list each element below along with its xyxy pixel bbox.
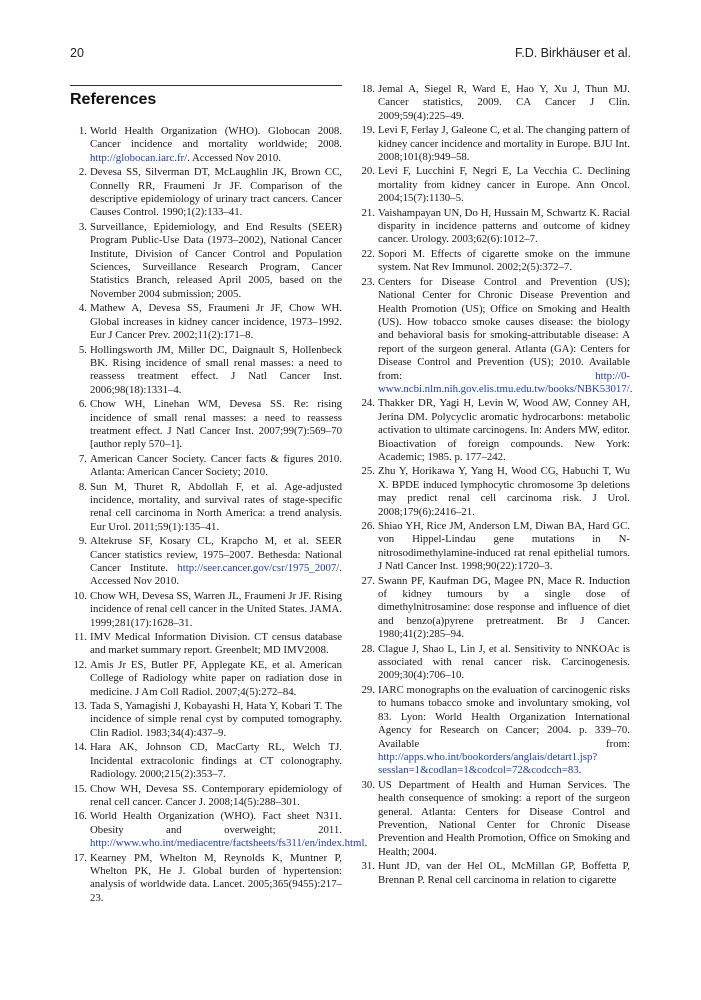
reference-item — [70, 852, 342, 906]
reference-item — [358, 779, 630, 859]
reference-text-after: . — [364, 837, 368, 850]
reference-number: 24. — [361, 397, 375, 410]
reference-text: Thakker DR, Yagi H, Levin W, Wood AW, Conney AH, Jerina DM. Polycyclic aromatic hydrocarbons: metabolic activation to ultimate carcinogens. In: Anders MW, editor. Bioactivation of foreign compounds. New York: Academic; 1985. p. 177–242. — [378, 397, 630, 463]
reference-text: Chow WH, Devesa SS, Warren JL, Fraumeni Jr JF. Rising incidence of renal cell cancer in the United States. JAMA. 1999;281(17):1628–31. — [90, 589, 342, 629]
reference-text: Sun M, Thuret R, Abdollah F, et al. Age-adjusted incidence, mortality, and survival rates of stage-specific renal cell carcinoma in North America: a trend analysis. Eur Urol. 2011;59(1):135–41. — [90, 480, 342, 533]
reference-text: Levi F, Ferlay J, Galeone C, et al. The changing pattern of kidney cancer incidence and mortality in Europe. BJU Int. 2008;101(8):949–58. — [378, 124, 630, 164]
reference-item — [70, 659, 342, 699]
reference-number: 7. — [78, 452, 87, 465]
reference-text: Jemal A, Siegel R, Ward E, Hao Y, Xu J, Thun MJ. Cancer statistics, 2009. CA Cancer J Clin. 2009;59(4):225–49. — [378, 83, 630, 122]
reference-item — [70, 535, 342, 589]
reference-number: 29. — [361, 683, 375, 696]
reference-item — [358, 520, 630, 574]
reference-item — [70, 631, 342, 658]
reference-item — [70, 344, 342, 398]
reference-text: Chow WH, Devesa SS. Contemporary epidemiology of renal cell cancer. Cancer J. 2008;14(5):288–301. — [90, 782, 342, 808]
reference-item — [358, 684, 630, 778]
reference-number: 9. — [78, 535, 87, 548]
reference-number: 3. — [78, 220, 87, 233]
reference-number: 2. — [78, 166, 87, 179]
reference-item — [358, 165, 630, 205]
reference-text: Mathew A, Devesa SS, Fraumeni Jr JF, Chow WH. Global increases in kidney cancer incidence, 1973–1992. Eur J Cancer Prev. 2002;11(2):171–8. — [90, 302, 342, 342]
reference-item — [70, 783, 342, 810]
reference-item — [70, 481, 342, 535]
reference-text: Chow WH, Linehan WM, Devesa SS. Re: rising incidence of small renal masses: a need to reassess treatment effect. J Natl Cancer Inst. 2007;99(7):569–70 [author reply 570–1]. — [90, 398, 342, 451]
reference-number: 30. — [361, 778, 375, 791]
reference-item — [70, 125, 342, 165]
reference-text-after: . Accessed Nov 2010. — [90, 562, 342, 588]
section-title: References — [70, 91, 157, 108]
reference-number: 19. — [361, 124, 375, 137]
reference-text: Devesa SS, Silverman DT, McLaughlin JK, Brown CC, Connelly RR, Fraumeni Jr JF. Comparison of the descriptive epidemiology of urinary tract cancers. Cancer Causes Control. 1990;1(2):133–41. — [90, 166, 342, 219]
reference-link[interactable]: http://globocan.iarc.fr/ — [90, 151, 188, 164]
reference-text-after: . — [578, 764, 582, 777]
reference-text: Hollingsworth JM, Miller DC, Daignault S, Hollenbeck BK. Rising incidence of small renal masses: a need to reassess treatment effect. J Natl Cancer Inst. 2006;98(18):1331–4. — [90, 343, 342, 396]
reference-text: Kearney PM, Whelton M, Reynolds K, Muntner P, Whelton PK, He J. Global burden of hypertension: analysis of worldwide data. Lancet. 2005;365(9455):217–23. — [90, 851, 342, 904]
reference-item — [70, 700, 342, 740]
reference-text: Tada S, Yamagishi J, Kobayashi H, Hata Y, Kobari T. The incidence of simple renal cyst by computed tomography. Clin Radiol. 1983;34(4):437–9. — [90, 700, 342, 739]
reference-number: 28. — [361, 642, 375, 655]
reference-number: 10. — [73, 589, 87, 602]
reference-item — [70, 453, 342, 480]
running-header-authors: F.D. Birkhäuser et al. — [514, 46, 631, 60]
reference-number: 18. — [361, 83, 375, 95]
reference-item — [70, 741, 342, 781]
reference-link[interactable]: http://0-www.ncbi.nlm.nih.gov.elis.tmu.edu.tw/books/NBK53017/ — [378, 369, 630, 395]
reference-item — [70, 166, 342, 220]
reference-text: IARC monographs on the evaluation of carcinogenic risks to humans tobacco smoke and involuntary smoking, vol 83. Lyon: World Health Organization International Agency for Research on Cancer; 2004. p. 339–70. Available from: — [378, 683, 630, 750]
reference-link[interactable]: http://apps.who.int/bookorders/anglais/detart1.jsp?sesslan=1&codlan=1&codcol=72&codcch=83 — [378, 750, 598, 777]
reference-item — [358, 575, 630, 642]
reference-item — [70, 302, 342, 342]
reference-number: 23. — [361, 275, 375, 288]
reference-number: 31. — [361, 860, 375, 873]
reference-text: Swann PF, Kaufman DG, Magee PN, Mace R. Induction of kidney tumours by a single dose of dimethylnitrosamine: dose response and influence of diet and benzo(a)pyrene pretreatment. Br J Cancer. 1980;41(2):285–94. — [378, 574, 630, 641]
reference-text-after: . Accessed Nov 2010. — [187, 151, 281, 164]
reference-number: 16. — [73, 810, 87, 823]
reference-number: 11. — [73, 631, 87, 644]
reference-text: Amis Jr ES, Butler PF, Applegate KE, et al. American College of Radiology white paper on radiation dose in medicine. J Am Coll Radiol. 2007;4(5):272–84. — [90, 658, 342, 698]
reference-number: 25. — [361, 465, 375, 478]
right-column — [358, 83, 633, 888]
reference-text-after: . — [629, 382, 633, 395]
section-divider — [70, 85, 342, 86]
reference-text: American Cancer Society. Cancer facts & figures 2010. Atlanta: American Cancer Society; 2010. — [90, 452, 342, 479]
reference-item — [358, 643, 630, 683]
reference-item — [70, 221, 342, 301]
reference-number: 1. — [78, 125, 87, 137]
reference-text: Centers for Disease Control and Prevention (US); National Center for Chronic Disease Prevention and Health Promotion (US); Office on Smoking and Health (US). How tobacco smoke causes disease: the biology and behavioral basis for smoking-attributable disease: A report of the surgeon general. Atlanta (GA): Centers for Disease Control and Prevention (US); 2010. Available from: — [378, 275, 630, 382]
reference-link[interactable]: http://seer.cancer.gov/csr/1975_2007/ — [177, 562, 340, 574]
reference-text: World Health Organization (WHO). Fact sheet N311. Obesity and overweight; 2011. — [90, 810, 342, 836]
reference-item — [358, 465, 630, 519]
reference-text: Surveillance, Epidemiology, and End Results (SEER) Program Public-Use Data (1973–2002), National Cancer Institute, Division of Cancer Control and Population Sciences, Surveillance Research Program, Cancer Statistics Branch, released April 2005, based on the November 2004 submission; 2005. — [90, 220, 342, 300]
reference-text: Sopori M. Effects of cigarette smoke on the immune system. Nat Rev Immunol. 2002;2(5):372–7. — [378, 247, 630, 274]
reference-text: Vaishampayan UN, Do H, Hussain M, Schwartz K. Racial disparity in incidence patterns and outcome of kidney cancer. Urology. 2003;62(6):1012–7. — [378, 206, 630, 246]
reference-text: Altekruse SF, Kosary CL, Krapcho M, et al. SEER Cancer statistics review, 1975–2007. Bethesda: National Cancer Institute. — [90, 535, 342, 574]
reference-number: 13. — [73, 700, 87, 713]
reference-item — [358, 397, 630, 464]
reference-number: 8. — [78, 480, 87, 493]
reference-item — [70, 810, 368, 850]
reference-number: 26. — [361, 520, 375, 532]
reference-number: 27. — [361, 574, 375, 587]
reference-text: Levi F, Lucchini F, Negri E, La Vecchia C. Declining mortality from kidney cancer in Europe. Ann Oncol. 2004;15(7):1130–5. — [378, 165, 630, 205]
reference-number: 22. — [361, 247, 375, 260]
reference-text: Hara AK, Johnson CD, MacCarty RL, Welch TJ. Incidental extracolonic findings at CT colonography. Radiology. 2000;215(2):353–7. — [90, 741, 342, 781]
reference-text: Zhu Y, Horikawa Y, Yang H, Wood CG, Habuchi T, Wu X. BPDE induced lymphocytic chromosome 3p deletions may predict renal cell carcinoma risk. J Urol. 2008;179(6):2416–21. — [378, 465, 630, 518]
reference-number: 6. — [78, 398, 87, 411]
reference-number: 12. — [73, 658, 87, 671]
reference-number: 20. — [361, 165, 375, 178]
reference-item — [358, 83, 630, 123]
reference-text: IMV Medical Information Division. CT census database and market summary report. Greenbelt; MD IMV2008. — [90, 631, 342, 657]
reference-text: Clague J, Shao L, Lin J, et al. Sensitivity to NNKOAc is associated with renal cancer risk. Carcinogenesis. 2009;30(4):706–10. — [378, 642, 630, 682]
reference-text: Hunt JD, van der Hel OL, McMillan GP, Boffetta P, Brennan P. Renal cell carcinoma in relation to cigarette — [378, 860, 630, 886]
reference-number: 5. — [78, 343, 87, 356]
reference-item — [358, 860, 630, 887]
reference-number: 14. — [73, 741, 87, 754]
reference-item — [70, 398, 342, 452]
reference-number: 4. — [78, 302, 87, 315]
reference-number: 15. — [73, 782, 87, 795]
reference-number: 17. — [73, 851, 87, 864]
reference-item — [70, 590, 342, 630]
reference-link[interactable]: http://www.who.int/mediacentre/factsheets/fs311/en/index.html — [90, 837, 365, 850]
reference-text: World Health Organization (WHO). Globocan 2008. Cancer incidence and mortality worldwide; 2008. — [90, 125, 342, 151]
page-number: 20 — [70, 46, 84, 60]
reference-text: Shiao YH, Rice JM, Anderson LM, Diwan BA, Hard GC. von Hippel-Lindau gene mutations in N-nitrosodimethylamine-induced rat renal epithelial tumors. J Natl Cancer Inst. 1998;90(22):1720–3. — [378, 520, 630, 573]
reference-text: US Department of Health and Human Services. The health consequence of smoking: a report of the surgeon general. Atlanta: Centers for Disease Control and Prevention, National Center for Chronic Disease Prevention and Health Promotion, Office on Smoking and Health; 2004. — [378, 778, 630, 858]
reference-list-right — [358, 83, 633, 887]
reference-item — [358, 275, 633, 397]
reference-number: 21. — [361, 206, 375, 219]
reference-item — [358, 207, 630, 247]
reference-item — [358, 124, 630, 164]
reference-item — [358, 248, 630, 275]
